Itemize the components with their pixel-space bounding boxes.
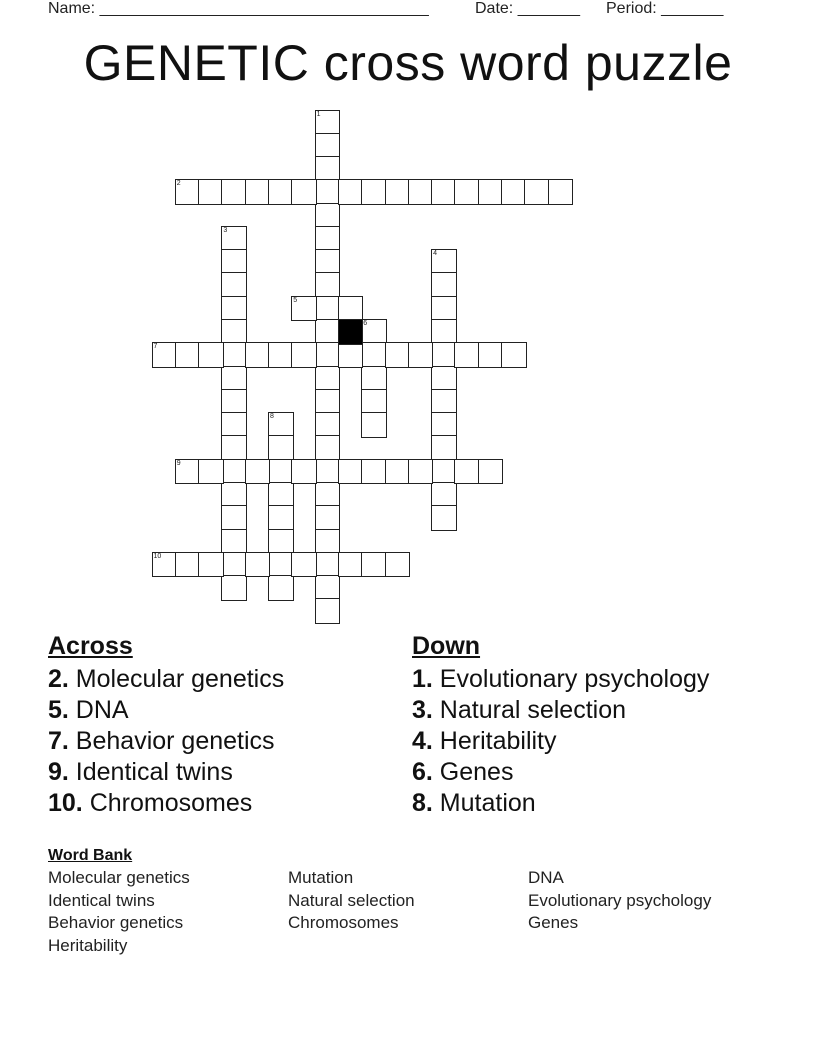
grid-cell[interactable] <box>385 342 411 368</box>
grid-cell[interactable] <box>361 366 387 392</box>
grid-cell[interactable] <box>315 435 341 461</box>
grid-cell[interactable] <box>291 179 317 205</box>
grid-cell[interactable] <box>221 435 247 461</box>
grid-cell[interactable] <box>175 552 201 578</box>
grid-cell[interactable] <box>291 552 317 578</box>
clue-num: 6. <box>412 758 433 786</box>
clue-number: 4 <box>433 250 437 258</box>
grid-cell[interactable] <box>338 552 364 578</box>
grid-cell[interactable] <box>315 296 341 322</box>
down-clue <box>412 788 709 819</box>
grid-cell[interactable] <box>431 319 457 345</box>
grid-cell[interactable] <box>268 459 294 485</box>
grid-cell[interactable] <box>152 342 178 368</box>
grid-cell[interactable] <box>315 598 341 624</box>
grid-cell[interactable] <box>221 366 247 392</box>
grid-cell[interactable] <box>315 110 341 136</box>
clue-text: DNA <box>68 696 129 724</box>
grid-cell[interactable] <box>408 179 434 205</box>
grid-cell[interactable] <box>478 179 504 205</box>
clue-num: 1. <box>412 665 433 693</box>
grid-cell[interactable] <box>431 505 457 531</box>
clue-number: 3 <box>223 226 228 234</box>
grid-cell[interactable] <box>361 459 387 485</box>
grid-cell[interactable] <box>198 459 224 485</box>
grid-cell[interactable] <box>175 179 201 205</box>
grid-cell[interactable] <box>315 505 341 531</box>
grid-cell[interactable] <box>221 552 247 578</box>
word-bank-item: Natural selection <box>288 890 415 910</box>
clue-text: Chromosomes <box>82 789 253 817</box>
grid-cell[interactable] <box>268 505 294 531</box>
grid-cell[interactable] <box>385 179 411 205</box>
grid-cell[interactable] <box>291 459 317 485</box>
clue-number: 6 <box>363 320 368 328</box>
down-clue <box>412 757 709 788</box>
grid-cell[interactable] <box>478 342 504 368</box>
grid-cell[interactable] <box>221 459 247 485</box>
clue-number: 5 <box>293 296 298 304</box>
clue-number: 7 <box>153 343 158 351</box>
grid-cell[interactable] <box>478 459 504 485</box>
grid-cell[interactable] <box>221 179 247 205</box>
grid-cell[interactable] <box>245 179 271 205</box>
grid-cell[interactable] <box>221 226 247 252</box>
grid-cell[interactable] <box>268 575 294 601</box>
grid-cell[interactable] <box>431 179 457 205</box>
grid-cell[interactable] <box>221 529 247 555</box>
grid-cell[interactable] <box>431 459 457 485</box>
grid-cell[interactable] <box>315 203 341 229</box>
grid-cell[interactable] <box>338 179 364 205</box>
grid-cell[interactable] <box>431 249 457 275</box>
grid-cell[interactable] <box>221 412 247 438</box>
grid-cell[interactable] <box>315 529 341 555</box>
grid-cell[interactable] <box>221 575 247 601</box>
clue-text: Heritability <box>432 727 557 755</box>
grid-cell[interactable] <box>501 179 527 205</box>
across-clues <box>48 630 284 819</box>
date-field[interactable]: Date: _______ <box>475 0 580 17</box>
grid-cell[interactable] <box>501 342 527 368</box>
grid-cell[interactable] <box>175 342 201 368</box>
grid-cell[interactable] <box>315 179 341 205</box>
grid-cell[interactable] <box>268 482 294 508</box>
across-clue <box>48 757 284 788</box>
grid-cell[interactable] <box>385 459 411 485</box>
period-field[interactable]: Period: _______ <box>606 0 724 17</box>
grid-cell[interactable] <box>361 389 387 415</box>
grid-cell[interactable] <box>291 342 317 368</box>
clue-number: 9 <box>176 459 181 467</box>
grid-cell[interactable] <box>315 389 341 415</box>
grid-cell[interactable] <box>408 459 434 485</box>
grid-cell[interactable] <box>408 342 434 368</box>
down-clues <box>412 630 709 819</box>
word-bank-item: Mutation <box>288 868 354 887</box>
grid-cell[interactable] <box>548 179 574 205</box>
clue-number: 1 <box>316 110 321 118</box>
grid-cell[interactable] <box>198 552 224 578</box>
grid-block <box>338 319 364 345</box>
grid-cell[interactable] <box>245 459 271 485</box>
grid-cell[interactable] <box>431 389 457 415</box>
grid-cell[interactable] <box>221 272 247 298</box>
grid-cell[interactable] <box>221 482 247 508</box>
grid-cell[interactable] <box>338 459 364 485</box>
grid-cell[interactable] <box>361 412 387 438</box>
grid-cell[interactable] <box>454 342 480 368</box>
clue-num: 9. <box>48 758 69 786</box>
grid-cell[interactable] <box>245 342 271 368</box>
clue-text: Natural selection <box>432 696 627 724</box>
grid-cell[interactable] <box>454 179 480 205</box>
grid-cell[interactable] <box>221 505 247 531</box>
word-bank-item: Identical twins <box>48 890 155 910</box>
down-heading: Down <box>412 632 481 660</box>
grid-cell[interactable] <box>152 552 178 578</box>
word-bank-item: Chromosomes <box>288 913 399 933</box>
clue-num: 7. <box>48 727 69 755</box>
word-bank-item: Molecular genetics <box>48 868 190 887</box>
grid-cell[interactable] <box>431 272 457 298</box>
clue-number: 8 <box>270 413 274 421</box>
grid-cell[interactable] <box>315 552 341 578</box>
grid-cell[interactable] <box>338 296 364 322</box>
grid-cell[interactable] <box>221 296 247 322</box>
grid-cell[interactable] <box>431 482 457 508</box>
word-bank-item: Heritability <box>48 935 128 955</box>
across-clue <box>48 726 284 757</box>
clue-number: 2 <box>176 180 181 188</box>
grid-cell[interactable] <box>431 435 457 461</box>
clue-text: Mutation <box>432 789 536 817</box>
grid-cell[interactable] <box>198 179 224 205</box>
grid-cell[interactable] <box>268 342 294 368</box>
grid-cell[interactable] <box>175 459 201 485</box>
down-clue <box>412 664 709 695</box>
page-title: GENETIC cross word puzzle <box>83 35 733 91</box>
grid-cell[interactable] <box>361 552 387 578</box>
clue-text: Evolutionary psychology <box>432 665 710 693</box>
clue-num: 8. <box>412 789 433 817</box>
grid-cell[interactable] <box>385 552 411 578</box>
across-clue <box>48 695 284 726</box>
grid-cell[interactable] <box>198 342 224 368</box>
grid-cell[interactable] <box>361 342 387 368</box>
clue-num: 5. <box>48 696 69 724</box>
grid-cell[interactable] <box>431 296 457 322</box>
word-bank-item: Behavior genetics <box>48 913 184 933</box>
clue-num: 3. <box>412 696 433 724</box>
grid-cell[interactable] <box>315 459 341 485</box>
grid-cell[interactable] <box>315 575 341 601</box>
grid-cell[interactable] <box>431 342 457 368</box>
grid-cell[interactable] <box>315 412 341 438</box>
grid-cell[interactable] <box>268 552 294 578</box>
clue-num: 10. <box>48 789 83 817</box>
grid-cell[interactable] <box>268 435 294 461</box>
clue-text: Molecular genetics <box>68 665 285 693</box>
across-heading: Across <box>48 632 133 660</box>
grid-cell[interactable] <box>431 366 457 392</box>
clue-num: 4. <box>412 727 433 755</box>
grid-cell[interactable] <box>245 552 271 578</box>
grid-cell[interactable] <box>268 529 294 555</box>
name-field[interactable]: Name: _____________________________________ <box>48 0 429 17</box>
clue-number: 10 <box>153 552 162 560</box>
grid-cell[interactable] <box>315 156 341 182</box>
clue-text: Identical twins <box>68 758 233 786</box>
grid-cell[interactable] <box>361 319 387 345</box>
grid-cell[interactable] <box>431 412 457 438</box>
across-clue <box>48 788 284 819</box>
grid-cell[interactable] <box>361 179 387 205</box>
grid-cell[interactable] <box>221 319 247 345</box>
word-bank-item: Genes <box>528 913 579 933</box>
word-bank-item: DNA <box>528 868 564 887</box>
grid-cell[interactable] <box>315 272 341 298</box>
down-clue <box>412 695 709 726</box>
grid-cell[interactable] <box>315 249 341 275</box>
grid-cell[interactable] <box>315 482 341 508</box>
grid-cell[interactable] <box>315 133 341 159</box>
grid-cell[interactable] <box>221 389 247 415</box>
grid-cell[interactable] <box>315 319 341 345</box>
grid-cell[interactable] <box>454 459 480 485</box>
clue-num: 2. <box>48 665 69 693</box>
grid-cell[interactable] <box>221 249 247 275</box>
clue-text: Genes <box>432 758 514 786</box>
grid-cell[interactable] <box>268 412 294 438</box>
grid-cell[interactable] <box>315 342 341 368</box>
grid-cell[interactable] <box>315 226 341 252</box>
grid-cell[interactable] <box>338 342 364 368</box>
grid-cell[interactable] <box>315 366 341 392</box>
grid-cell[interactable] <box>221 342 247 368</box>
clue-text: Behavior genetics <box>68 727 275 755</box>
grid-cell[interactable] <box>291 296 317 322</box>
down-clue <box>412 726 709 757</box>
word-bank-item: Evolutionary psychology <box>528 890 712 910</box>
word-bank-title: Word Bank <box>48 847 133 864</box>
across-clue <box>48 664 284 695</box>
grid-cell[interactable] <box>268 179 294 205</box>
grid-cell[interactable] <box>524 179 550 205</box>
